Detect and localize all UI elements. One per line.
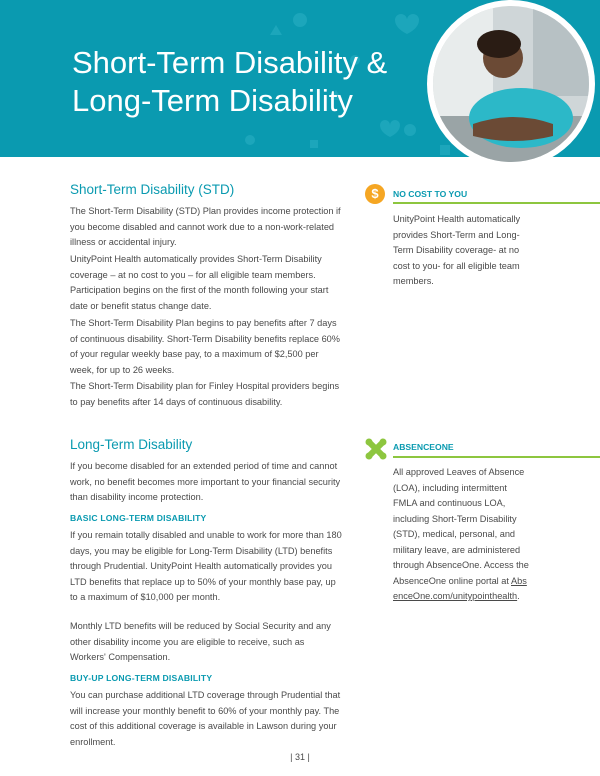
ltd-heading: Long-Term Disability	[70, 437, 193, 452]
absenceone-body: All approved Leaves of Absence (LOA), including intermittent FMLA and continuous LOA, including Short-Term Disability (STD), medical, personal, and military leave, are administered through AbsenceOne. Access the AbsenceOne online portal at	[393, 467, 529, 586]
pattern-square	[440, 145, 450, 155]
pattern-heart-icon	[380, 120, 400, 137]
dollar-symbol: $	[371, 186, 379, 201]
absenceone-link[interactable]: AbsenceOne.com/unitypointhealth	[393, 575, 527, 601]
pattern-square	[310, 140, 318, 148]
pattern-circle	[245, 135, 255, 145]
std-paragraph-4: The Short-Term Disability plan for Finley Hospital providers begins to pay benefits after 14 days of continuous disability.	[70, 381, 340, 407]
title-line-2: Long-Term Disability	[72, 83, 353, 118]
arm	[473, 117, 553, 141]
basic-ltd-heading: BASIC LONG-TERM DISABILITY	[70, 513, 207, 523]
title-line-1: Short-Term Disability &	[72, 45, 388, 80]
ltd-paragraph-4: You can purchase additional LTD coverage through Prudential that will increase your monthly benefit to 60% of your monthly pay. The cost of this additional coverage is available in Lawson during your enrollment.	[70, 690, 341, 747]
pattern-circle	[293, 13, 307, 27]
absenceone-logo-icon	[364, 437, 388, 461]
buyup-ltd-heading: BUY-UP LONG-TERM DISABILITY	[70, 673, 213, 683]
dollar-icon	[365, 184, 385, 204]
absenceone-label: ABSENCEONE	[393, 442, 454, 452]
absenceone-divider	[393, 456, 600, 458]
std-paragraph-1: The Short-Term Disability (STD) Plan provides income protection if you become disabled and cannot work due to a non-work-related illness or accidental injury.	[70, 206, 341, 247]
absenceone-text	[393, 465, 531, 605]
ltd-paragraph-3: Monthly LTD benefits will be reduced by Social Security and any other disability income you are eligible to receive, such as Workers' Compensation.	[70, 621, 331, 662]
absenceone-link-period: .	[517, 591, 520, 601]
no-cost-label: NO COST TO YOU	[393, 189, 468, 199]
page-title	[72, 44, 387, 120]
pattern-triangle	[270, 25, 282, 35]
no-cost-divider	[393, 202, 600, 204]
std-paragraph-2: UnityPoint Health automatically provides Short-Term Disability coverage – at no cost to you – for all eligible team members. Participation begins on the first of the month following your start date or benefit status change date.	[70, 254, 329, 311]
no-cost-text: UnityPoint Health automatically provides Short-Term and Long-Term Disability coverage- at no cost to you- for all eligible team members.	[393, 214, 521, 286]
ltd-paragraph-2: If you remain totally disabled and unable to work for more than 180 days, you may be eligible for Long-Term Disability (LTD) benefits through Prudential. UnityPoint Health automatically provides you LTD benefits that replace up to 50% of your monthly base pay, up to a maximum of $10,000 per month.	[70, 530, 342, 602]
std-heading: Short-Term Disability (STD)	[70, 182, 235, 197]
woman-resting-photo	[433, 6, 589, 162]
hair	[477, 30, 521, 58]
std-paragraph-3: The Short-Term Disability Plan begins to pay benefits after 7 days of continuous disability. Short-Term Disability benefits replace 60% of your regular weekly base pay, to a maximum of $2,500 per week, for up to 26 weeks.	[70, 318, 340, 375]
pattern-circle	[404, 124, 416, 136]
ltd-paragraph-1: If you become disabled for an extended period of time and cannot work, no benefit becomes more important to your financial security than disability income protection.	[70, 461, 341, 502]
pattern-heart-icon	[395, 14, 419, 34]
page-number: | 31 |	[290, 752, 310, 762]
